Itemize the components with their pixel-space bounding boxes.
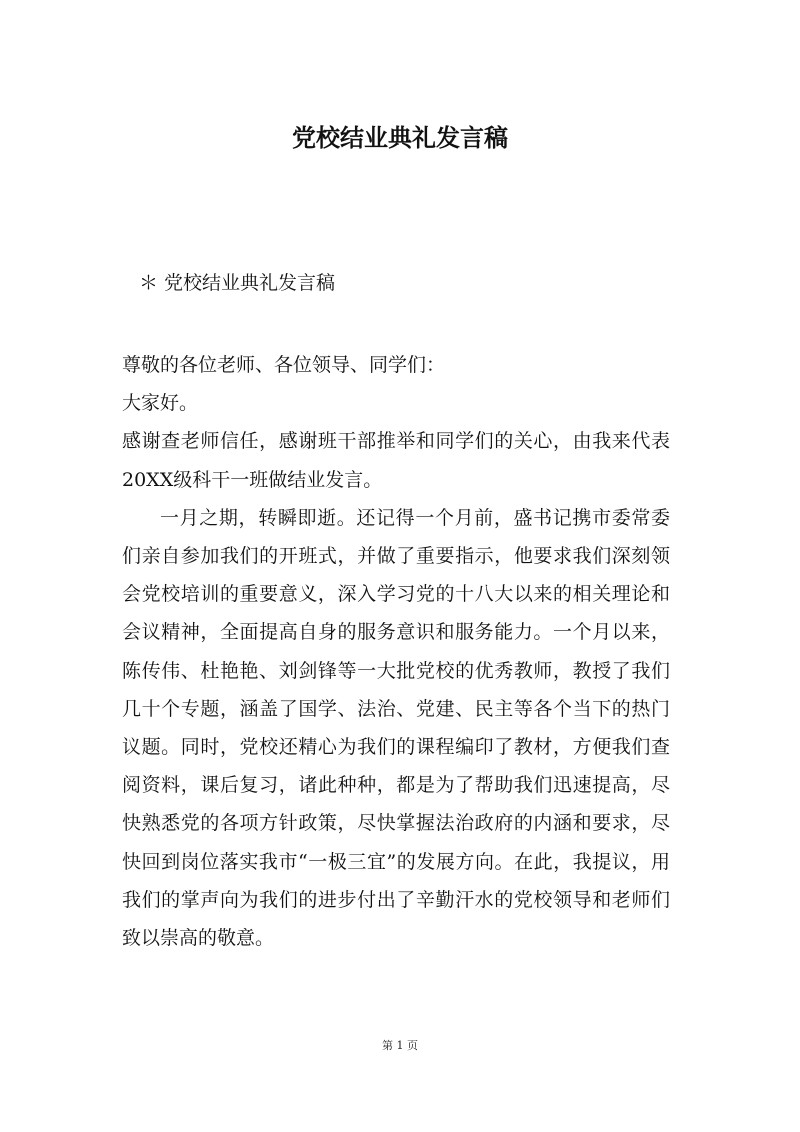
page-number: 第 1 页 xyxy=(382,1039,418,1052)
greeting-paragraph: 尊敬的各位老师、各位领导、同学们： xyxy=(122,354,446,376)
main-paragraph: 一月之期，转瞬即逝。还记得一个月前，盛书记携市委常委们亲自参加我们的开班式，并做了重要指示，他要求我们深刻领会党校培训的重要意义，深入学习党的十八大以来的相关理论和会议精神，全面提高自身的服务意识和服务能力。一个月以来，陈传伟、杜艳艳、刘剑锋等一大批党校的优秀教师，教授了我们几十个专题，涵盖了国学、法治、党建、民主等各个当下的热门议题。同时，党校还精心为我们的课程编印了教材，方便我们查阅资料，课后复习，诸此种种，都是为了帮助我们迅速提高，尽快熟悉党的各项方针政策，尽快掌握法治政府的内涵和要求，尽快回到岗位落实我市“一极三宜”的发展方向。在此，我提议，用我们的掌声向为我们的进步付出了辛勤汗水的党校领导和老师们致以崇高的敬意。 xyxy=(122,506,670,950)
thanks-paragraph: 感谢查老师信任，感谢班干部推举和同学们的关心，由我来代表20XX级科干一班做结业发言。 xyxy=(122,430,670,491)
document-title: 党校结业典礼发言稿 xyxy=(292,123,508,152)
document-body xyxy=(122,346,670,957)
document-subtitle: ＊ 党校结业典礼发言稿 xyxy=(139,272,336,294)
hello-paragraph: 大家好。 xyxy=(122,392,199,415)
